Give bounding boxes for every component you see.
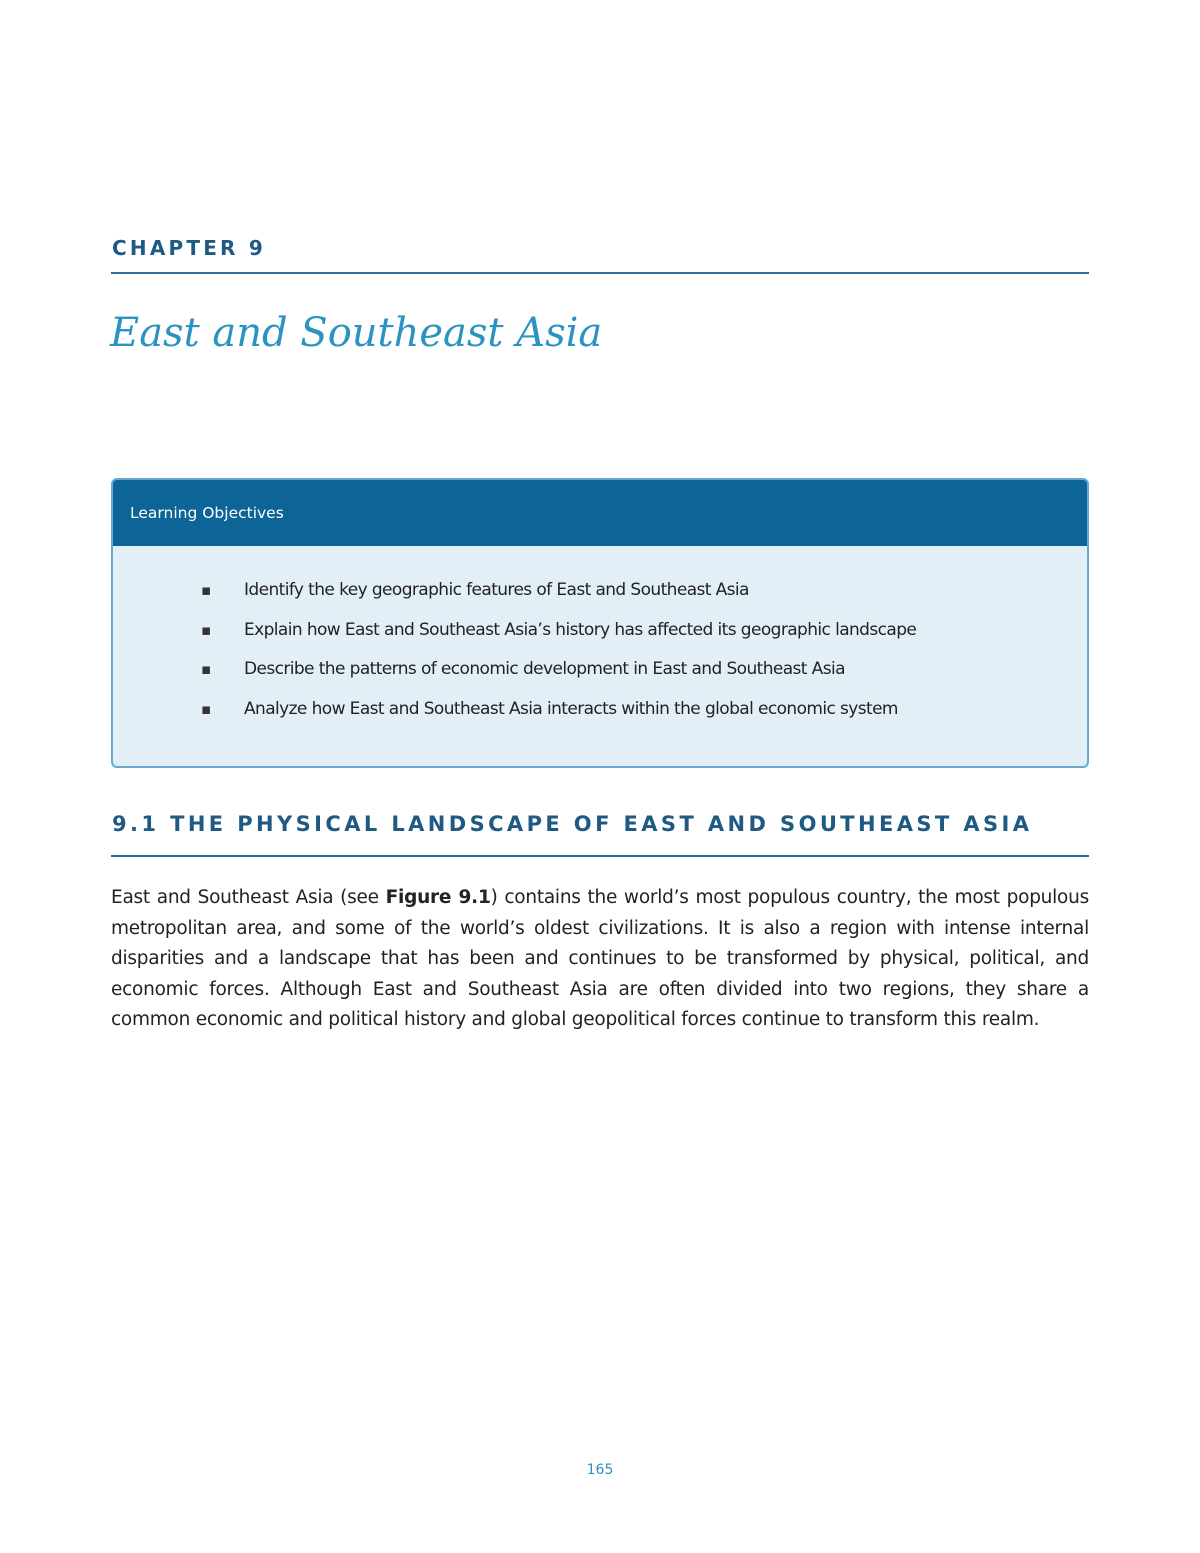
bullet-icon: ▪ <box>201 699 211 718</box>
page-number: 165 <box>586 1462 614 1478</box>
objective-text: Describe the patterns of economic development in East and Southeast Asia <box>244 659 845 679</box>
objective-text: Analyze how East and Southeast Asia interacts within the global economic system <box>244 698 898 719</box>
objective-text: Identify the key geographic features of East and Southeast Asia <box>244 580 749 600</box>
chapter-divider <box>111 272 1089 274</box>
body-paragraph <box>111 883 1089 1036</box>
section-divider <box>111 855 1089 857</box>
paragraph-text-rest: ) contains the world’s most populous country, the most populous metropolitan area, and some of the world’s oldest civilizations. It is also a region with intense internal disparities and a landscape that has been and continues to be transformed by physical, political, and economic forces. Although East and Southeast Asia are often divided into two regions, they share a common economic and political history and global geopolitical forces continue to transform this realm. <box>111 887 1089 1030</box>
list-item <box>113 659 916 699</box>
list-item <box>113 699 916 739</box>
learning-objectives-header: Learning Objectives <box>113 480 1087 546</box>
section-heading: 9.1 THE PHYSICAL LANDSCAPE OF EAST AND SOUTHEAST ASIA <box>112 812 1033 836</box>
figure-reference: Figure 9.1 <box>385 887 491 908</box>
bullet-icon: ▪ <box>201 620 211 639</box>
objective-text: Explain how East and Southeast Asia’s history has affected its geographic landscape <box>244 619 917 640</box>
list-item <box>113 620 916 660</box>
list-item <box>113 580 916 620</box>
paragraph-text-start: East and Southeast Asia (see <box>111 887 386 908</box>
bullet-icon: ▪ <box>201 660 211 678</box>
learning-objectives-box <box>111 478 1089 768</box>
learning-objectives-list <box>113 580 916 738</box>
chapter-label: CHAPTER 9 <box>112 236 266 260</box>
bullet-icon: ▪ <box>201 581 211 599</box>
chapter-title: East and Southeast Asia <box>110 310 603 356</box>
